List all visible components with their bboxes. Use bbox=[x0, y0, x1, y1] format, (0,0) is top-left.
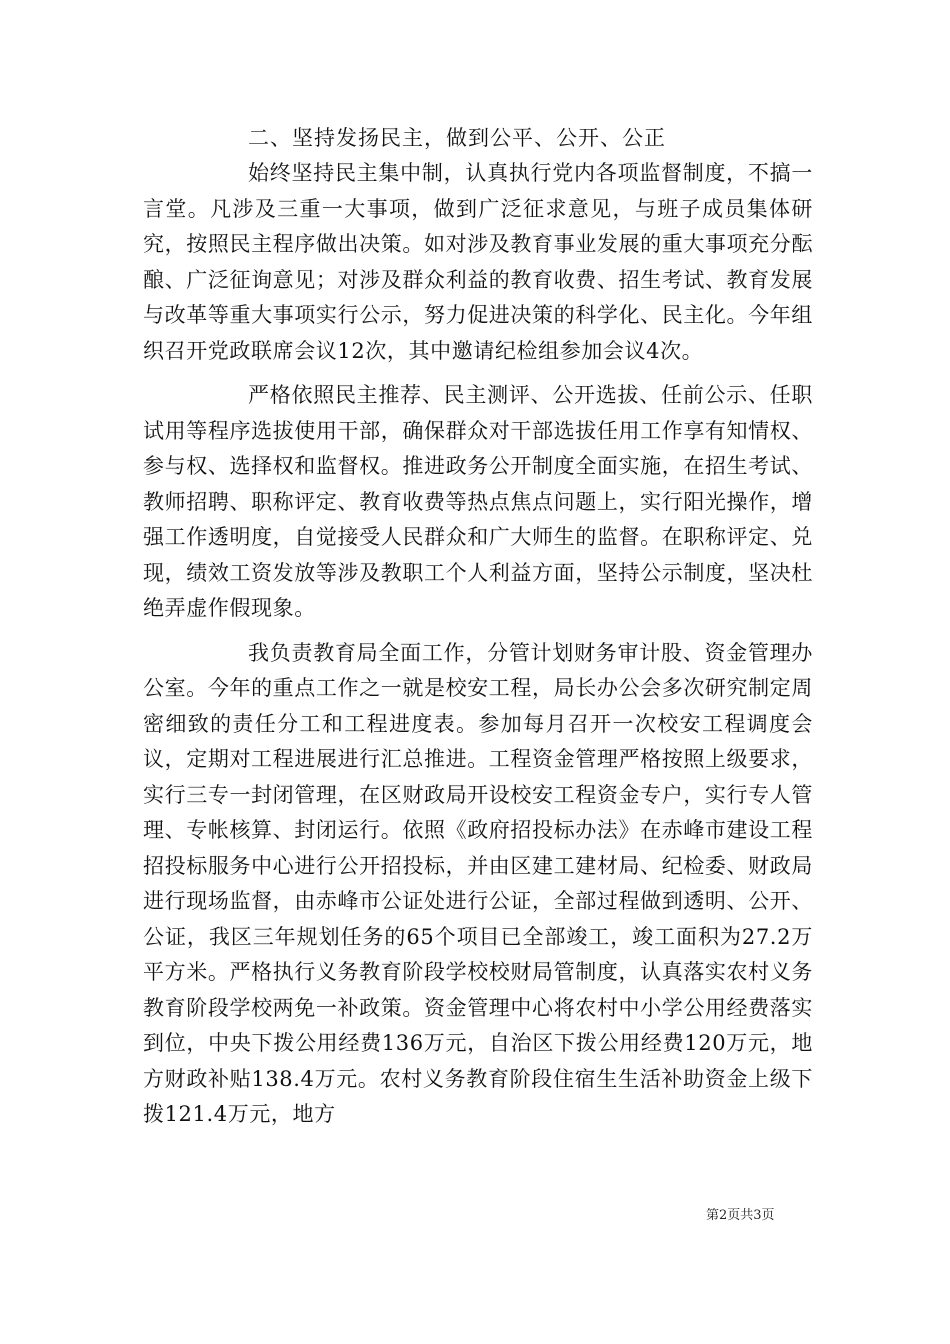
paragraph-cadre-selection: 严格依照民主推荐、民主测评、公开选拔、任前公示、任职试用等程序选拔使用干部，确保群众对干部选拔任用工作享有知情权、参与权、选择权和监督权。推进政务公开制度全面实施，在招生考试、教师招聘、职称评定、教育收费等热点焦点问题上，实行阳光操作，增强工作透明度，自觉接受人民群众和广大师生的监督。在职称评定、兑现，绩效工资发放等涉及教职工个人利益方面，坚持公示制度，坚决杜绝弄虚作假现象。 bbox=[143, 383, 813, 620]
section-heading: 二、坚持发扬民主，做到公平、公开、公正 bbox=[248, 126, 666, 150]
paragraph-school-safety-funds: 我负责教育局全面工作，分管计划财务审计股、资金管理办公室。今年的重点工作之一就是校安工程，局长办公会多次研究制定周密细致的责任分工和工程进度表。参加每月召开一次校安工程调度会议，定期对工程进展进行汇总推进。工程资金管理严格按照上级要求，实行三专一封闭管理，在区财政局开设校安工程资金专户，实行专人管理、专帐核算、封闭运行。依照《政府招投标办法》在赤峰市建设工程招投标服务中心进行公开招投标，并由区建工建材局、纪检委、财政局进行现场监督，由赤峰市公证处进行公证，全部过程做到透明、公开、公证，我区三年规划任务的65个项目已全部竣工，竣工面积为27.2万平方米。严格执行义务教育阶段学校校财局管制度，认真落实农村义务教育阶段学校两免一补政策。资金管理中心将农村中小学公用经费落实到位，中央下拨公用经费136万元，自治区下拨公用经费120万元，地方财政补贴138.4万元。农村义务教育阶段住宿生生活补助资金上级下拨121.4万元，地方 bbox=[143, 640, 813, 1126]
document-body bbox=[143, 120, 813, 1133]
paragraph-democratic-centralism: 始终坚持民主集中制，认真执行党内各项监督制度，不搞一言堂。凡涉及三重一大事项，做到广泛征求意见，与班子成员集体研究，按照民主程序做出决策。如对涉及教育事业发展的重大事项充分酝酿、广泛征询意见；对涉及群众利益的教育收费、招生考试、教育发展与改革等重大事项实行公示，努力促进决策的科学化、民主化。今年组织召开党政联席会议12次，其中邀请纪检组参加会议4次。 bbox=[143, 161, 813, 363]
page-number-footer: 第2页共3页 bbox=[706, 1208, 775, 1223]
